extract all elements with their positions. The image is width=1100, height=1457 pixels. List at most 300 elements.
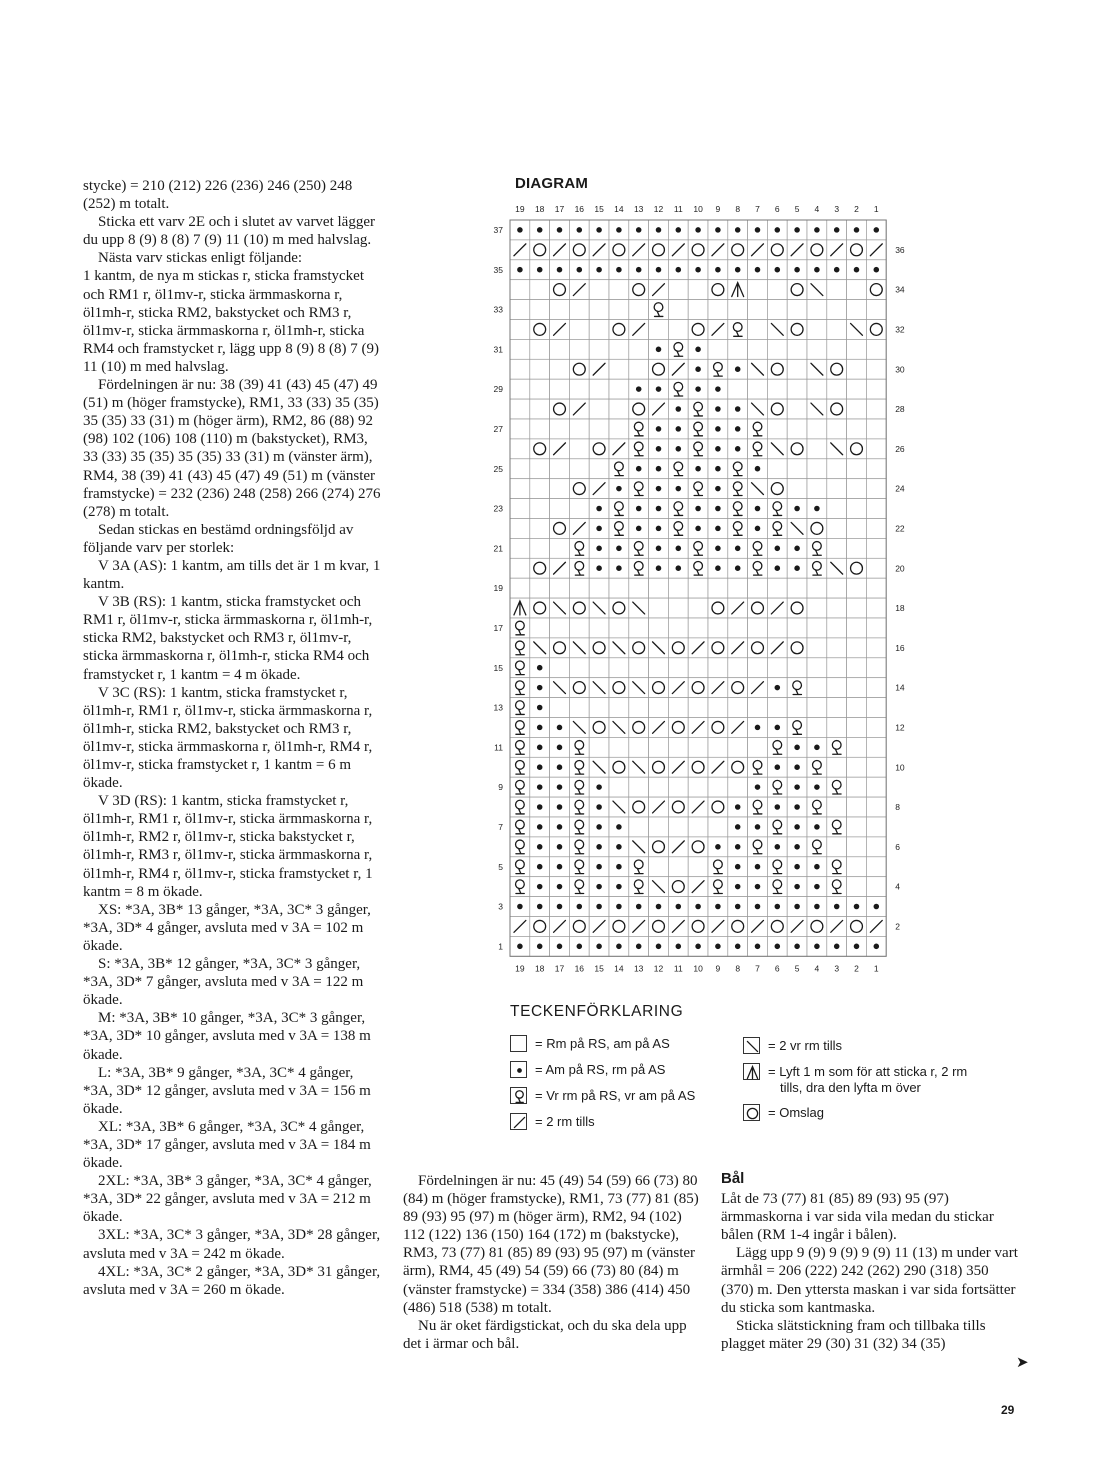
chart-cell bbox=[728, 499, 748, 519]
paragraph: V 3C (RS): 1 kantm, sticka framstycket r, öl1mh-r, RM1 r, öl1mv-r, sticka ärmmaskorna r, öl1mh-r, sticka RM2, bakstycket och RM3 r, öl1mv-r, sticka ärmmaskorna r, öl1mh-r, RM4 r, öl1mv-r, sticka framstycket r, 1 kantm = 6 m ökade. bbox=[83, 684, 373, 792]
chart-cell bbox=[609, 737, 629, 757]
column-number-top: 3 bbox=[834, 204, 840, 214]
chart-cell bbox=[827, 359, 847, 379]
chart-cell bbox=[748, 339, 768, 359]
chart-cell bbox=[807, 320, 827, 340]
chart-cell bbox=[827, 936, 847, 956]
chart-cell bbox=[767, 359, 787, 379]
chart-cell bbox=[866, 260, 886, 280]
chart-cell bbox=[866, 499, 886, 519]
chart-cell bbox=[609, 379, 629, 399]
chart-cell bbox=[787, 837, 807, 857]
chart-cell bbox=[807, 419, 827, 439]
chart-cell bbox=[510, 857, 530, 877]
chart-cell bbox=[866, 757, 886, 777]
chart-cell bbox=[708, 300, 728, 320]
chart-cell bbox=[550, 797, 570, 817]
chart-cell bbox=[550, 260, 570, 280]
chart-cell bbox=[589, 240, 609, 260]
chart-cell bbox=[629, 837, 649, 857]
chart-cell bbox=[609, 479, 629, 499]
chart-cell bbox=[550, 280, 570, 300]
chart-cell bbox=[688, 399, 708, 419]
chart-cell bbox=[550, 897, 570, 917]
chart-cell bbox=[787, 220, 807, 240]
chart-cell bbox=[767, 638, 787, 658]
column-number-top: 1 bbox=[873, 204, 879, 214]
column-number-top: 2 bbox=[854, 204, 859, 214]
chart-cell bbox=[748, 737, 768, 757]
chart-cell bbox=[787, 280, 807, 300]
chart-cell bbox=[550, 558, 570, 578]
chart-cell bbox=[510, 718, 530, 738]
chart-cell bbox=[748, 877, 768, 897]
chart-cell bbox=[827, 618, 847, 638]
chart-cell bbox=[728, 379, 748, 399]
chart-cell bbox=[866, 320, 886, 340]
chart-cell bbox=[847, 598, 867, 618]
chart-cell bbox=[767, 936, 787, 956]
row-number-right: 8 bbox=[895, 802, 900, 813]
chart-cell bbox=[589, 499, 609, 519]
chart-cell bbox=[847, 718, 867, 738]
chart-cell bbox=[569, 658, 589, 678]
diagram-title: DIAGRAM bbox=[515, 175, 589, 192]
chart-cell bbox=[550, 419, 570, 439]
chart-cell bbox=[728, 260, 748, 280]
chart-cell bbox=[728, 439, 748, 459]
section-heading: Bål bbox=[721, 1170, 745, 1187]
chart-cell bbox=[629, 439, 649, 459]
chart-cell bbox=[847, 439, 867, 459]
chart-cell bbox=[708, 459, 728, 479]
chart-cell bbox=[807, 936, 827, 956]
chart-cell bbox=[510, 618, 530, 638]
row-number-right: 10 bbox=[895, 762, 905, 773]
chart-cell bbox=[609, 797, 629, 817]
chart-cell bbox=[767, 459, 787, 479]
text-column-middle bbox=[403, 1172, 701, 1353]
chart-cell bbox=[807, 538, 827, 558]
chart-cell bbox=[728, 638, 748, 658]
chart-cell bbox=[847, 618, 867, 638]
chart-cell bbox=[807, 240, 827, 260]
chart-cell bbox=[510, 300, 530, 320]
ssk-symbol-icon bbox=[743, 1037, 760, 1054]
chart-cell bbox=[767, 917, 787, 937]
chart-cell bbox=[569, 877, 589, 897]
chart-cell bbox=[629, 519, 649, 539]
chart-cell bbox=[787, 797, 807, 817]
chart-cell bbox=[807, 499, 827, 519]
chart-cell bbox=[728, 797, 748, 817]
chart-cell bbox=[649, 598, 669, 618]
chart-cell bbox=[609, 837, 629, 857]
chart-cell bbox=[787, 240, 807, 260]
chart-cell bbox=[767, 777, 787, 797]
chart-cell bbox=[708, 240, 728, 260]
chart-cell bbox=[847, 936, 867, 956]
chart-cell bbox=[688, 618, 708, 638]
chart-cell bbox=[589, 817, 609, 837]
chart-cell bbox=[550, 339, 570, 359]
chart-cell bbox=[787, 399, 807, 419]
chart-cells bbox=[510, 220, 886, 956]
chart-cell bbox=[688, 558, 708, 578]
chart-cell bbox=[767, 260, 787, 280]
chart-cell bbox=[708, 419, 728, 439]
chart-cell bbox=[827, 877, 847, 897]
chart-cell bbox=[609, 399, 629, 419]
chart-cell bbox=[649, 479, 669, 499]
row-number-left: 1 bbox=[498, 941, 503, 952]
chart-cell bbox=[688, 260, 708, 280]
chart-cell bbox=[629, 538, 649, 558]
chart-cell bbox=[668, 359, 688, 379]
chart-cell bbox=[629, 737, 649, 757]
row-number-right: 2 bbox=[895, 921, 900, 932]
chart-cell bbox=[827, 558, 847, 578]
chart-cell bbox=[767, 797, 787, 817]
chart-cell bbox=[629, 797, 649, 817]
row-number-right: 36 bbox=[895, 244, 905, 255]
chart-cell bbox=[807, 718, 827, 738]
chart-cell bbox=[748, 797, 768, 817]
chart-cell bbox=[668, 519, 688, 539]
chart-cell bbox=[629, 678, 649, 698]
chart-cell bbox=[550, 320, 570, 340]
chart-cell bbox=[728, 817, 748, 837]
chart-cell bbox=[748, 320, 768, 340]
chart-cell bbox=[728, 777, 748, 797]
chart-cell bbox=[827, 678, 847, 698]
chart-cell bbox=[609, 220, 629, 240]
chart-cell bbox=[550, 817, 570, 837]
chart-cell bbox=[569, 598, 589, 618]
chart-cell bbox=[807, 280, 827, 300]
column-number-bottom: 12 bbox=[653, 963, 664, 974]
chart-cell bbox=[866, 578, 886, 598]
column-number-top: 5 bbox=[794, 204, 800, 214]
chart-cell bbox=[589, 519, 609, 539]
chart-cell bbox=[827, 479, 847, 499]
chart-cell bbox=[510, 598, 530, 618]
chart-cell bbox=[649, 797, 669, 817]
chart-cell bbox=[569, 558, 589, 578]
chart-cell bbox=[609, 877, 629, 897]
row-number-left: 27 bbox=[493, 423, 503, 434]
chart-cell bbox=[510, 638, 530, 658]
chart-cell bbox=[787, 339, 807, 359]
chart-cell bbox=[767, 837, 787, 857]
chart-cell bbox=[569, 459, 589, 479]
chart-cell bbox=[847, 538, 867, 558]
column-number-bottom: 13 bbox=[633, 963, 644, 974]
chart-cell bbox=[550, 917, 570, 937]
chart-cell bbox=[629, 558, 649, 578]
chart-cell bbox=[609, 280, 629, 300]
chart-cell bbox=[787, 777, 807, 797]
chart-cell bbox=[569, 220, 589, 240]
chart-cell bbox=[748, 698, 768, 718]
chart-cell bbox=[589, 877, 609, 897]
chart-cell bbox=[609, 718, 629, 738]
chart-cell bbox=[589, 698, 609, 718]
chart-cell bbox=[688, 877, 708, 897]
chart-cell bbox=[767, 817, 787, 837]
chart-cell bbox=[609, 936, 629, 956]
chart-cell bbox=[728, 240, 748, 260]
chart-cell bbox=[629, 399, 649, 419]
chart-cell bbox=[668, 698, 688, 718]
chart-cell bbox=[649, 936, 669, 956]
chart-cell bbox=[668, 638, 688, 658]
chart-cell bbox=[550, 459, 570, 479]
chart-cell bbox=[510, 399, 530, 419]
chart-cell bbox=[827, 598, 847, 618]
chart-cell bbox=[668, 459, 688, 479]
chart-cell bbox=[708, 877, 728, 897]
chart-cell bbox=[629, 499, 649, 519]
chart-cell bbox=[688, 459, 708, 479]
chart-cell bbox=[827, 698, 847, 718]
chart-cell bbox=[589, 837, 609, 857]
chart-cell bbox=[510, 837, 530, 857]
chart-cell bbox=[609, 897, 629, 917]
chart-cell bbox=[510, 339, 530, 359]
chart-cell bbox=[708, 857, 728, 877]
chart-cell bbox=[748, 917, 768, 937]
chart-cell bbox=[649, 817, 669, 837]
chart-cell bbox=[847, 359, 867, 379]
legend-text: = 2 rm tills bbox=[535, 1114, 595, 1129]
chart-cell bbox=[708, 320, 728, 340]
chart-cell bbox=[629, 917, 649, 937]
chart-cell bbox=[589, 359, 609, 379]
chart-cell bbox=[550, 757, 570, 777]
chart-cell bbox=[589, 558, 609, 578]
chart-cell bbox=[668, 678, 688, 698]
chart-cell bbox=[827, 857, 847, 877]
chart-cell bbox=[510, 220, 530, 240]
chart-cell bbox=[708, 280, 728, 300]
chart-cell bbox=[569, 240, 589, 260]
chart-cell bbox=[609, 459, 629, 479]
chart-cell bbox=[847, 280, 867, 300]
chart-cell bbox=[589, 897, 609, 917]
chart-cell bbox=[708, 678, 728, 698]
legend-text: = Vr rm på RS, vr am på AS bbox=[535, 1088, 696, 1103]
chart-cell bbox=[569, 300, 589, 320]
chart-cell bbox=[530, 877, 550, 897]
chart-cell bbox=[668, 220, 688, 240]
paragraph: M: *3A, 3B* 10 gånger, *3A, 3C* 3 gånger, *3A, 3D* 10 gånger, avsluta med v 3A = 138 m ökade. bbox=[83, 1010, 371, 1063]
chart-cell bbox=[569, 419, 589, 439]
chart-cell bbox=[530, 339, 550, 359]
chart-cell bbox=[649, 658, 669, 678]
chart-cell bbox=[866, 240, 886, 260]
chart-cell bbox=[827, 638, 847, 658]
chart-cell bbox=[668, 877, 688, 897]
chart-cell bbox=[668, 558, 688, 578]
chart-cell bbox=[550, 936, 570, 956]
chart-cell bbox=[550, 499, 570, 519]
chart-cell bbox=[866, 698, 886, 718]
chart-cell bbox=[708, 718, 728, 738]
chart-cell bbox=[629, 339, 649, 359]
chart-cell bbox=[688, 837, 708, 857]
chart-cell bbox=[510, 320, 530, 340]
chart-cell bbox=[748, 419, 768, 439]
chart-cell bbox=[649, 718, 669, 738]
chart-cell bbox=[728, 578, 748, 598]
chart-cell bbox=[827, 379, 847, 399]
chart-cell bbox=[866, 598, 886, 618]
chart-cell bbox=[847, 777, 867, 797]
chart-cell bbox=[787, 519, 807, 539]
chart-cell bbox=[510, 678, 530, 698]
chart-cell bbox=[708, 777, 728, 797]
chart-cell bbox=[550, 737, 570, 757]
chart-cell bbox=[510, 777, 530, 797]
row-number-left: 23 bbox=[493, 503, 503, 514]
chart-cell bbox=[827, 459, 847, 479]
chart-cell bbox=[589, 260, 609, 280]
chart-cell bbox=[827, 519, 847, 539]
chart-cell bbox=[530, 797, 550, 817]
chart-cell bbox=[866, 618, 886, 638]
chart-cell bbox=[668, 320, 688, 340]
chart-cell bbox=[550, 578, 570, 598]
column-number-bottom: 15 bbox=[594, 963, 604, 974]
page-number: 29 bbox=[1001, 1403, 1015, 1417]
column-number-top: 6 bbox=[774, 204, 780, 214]
chart-cell bbox=[668, 936, 688, 956]
chart-cell bbox=[787, 598, 807, 618]
chart-cell bbox=[569, 439, 589, 459]
chart-cell bbox=[649, 499, 669, 519]
chart-cell bbox=[827, 917, 847, 937]
chart-cell bbox=[807, 519, 827, 539]
chart-cell bbox=[688, 359, 708, 379]
chart-cell bbox=[787, 459, 807, 479]
chart-cell bbox=[589, 718, 609, 738]
chart-cell bbox=[787, 479, 807, 499]
chart-cell bbox=[807, 897, 827, 917]
chart-cell bbox=[550, 678, 570, 698]
chart-cell bbox=[668, 777, 688, 797]
chart-cell bbox=[807, 479, 827, 499]
chart-cell bbox=[609, 777, 629, 797]
chart-cell bbox=[787, 658, 807, 678]
chart-cell bbox=[708, 499, 728, 519]
chart-cell bbox=[748, 359, 768, 379]
paragraph: Nästa varv stickas enligt följande: bbox=[98, 250, 303, 267]
chart-cell bbox=[649, 857, 669, 877]
chart-cell bbox=[589, 757, 609, 777]
chart-cell bbox=[787, 877, 807, 897]
chart-cell bbox=[510, 439, 530, 459]
chart-cell bbox=[688, 538, 708, 558]
chart-cell bbox=[787, 499, 807, 519]
chart-cell bbox=[767, 897, 787, 917]
chart-cell bbox=[767, 678, 787, 698]
chart-cell bbox=[510, 359, 530, 379]
chart-cell bbox=[708, 817, 728, 837]
column-number-bottom: 14 bbox=[614, 963, 624, 974]
row-number-right: 14 bbox=[895, 682, 905, 693]
column-number-top: 19 bbox=[515, 204, 525, 214]
chart-cell bbox=[550, 598, 570, 618]
chart-cell bbox=[688, 737, 708, 757]
chart-cell bbox=[530, 857, 550, 877]
chart-cell bbox=[767, 419, 787, 439]
chart-cell bbox=[589, 658, 609, 678]
chart-cell bbox=[510, 578, 530, 598]
chart-cell bbox=[748, 817, 768, 837]
chart-cell bbox=[847, 877, 867, 897]
chart-cell bbox=[629, 220, 649, 240]
chart-cell bbox=[668, 439, 688, 459]
chart-cell bbox=[629, 698, 649, 718]
column-number-bottom: 2 bbox=[854, 963, 859, 974]
chart-cell bbox=[847, 519, 867, 539]
column-number-bottom: 17 bbox=[554, 963, 565, 974]
chart-cell bbox=[708, 339, 728, 359]
legend-text: = 2 vr rm tills bbox=[768, 1038, 843, 1053]
chart-cell bbox=[530, 718, 550, 738]
chart-cell bbox=[569, 638, 589, 658]
chart-cell bbox=[866, 777, 886, 797]
chart-cell bbox=[609, 638, 629, 658]
chart-cell bbox=[728, 558, 748, 578]
legend-title: TECKENFÖRKLARING bbox=[510, 1003, 684, 1020]
empty-symbol-icon bbox=[510, 1035, 527, 1052]
chart-cell bbox=[728, 897, 748, 917]
paragraph: XS: *3A, 3B* 13 gånger, *3A, 3C* 3 gånger, *3A, 3D* 4 gånger, avsluta med v 3A = 102 m ökade. bbox=[83, 901, 371, 954]
chart-cell bbox=[728, 936, 748, 956]
column-number-top: 16 bbox=[574, 204, 585, 214]
chart-cell bbox=[629, 658, 649, 678]
chart-cell bbox=[589, 439, 609, 459]
chart-cell bbox=[668, 658, 688, 678]
paragraph: S: *3A, 3B* 12 gånger, *3A, 3C* 3 gånger, *3A, 3D* 7 gånger, avsluta med v 3A = 122 m ökade. bbox=[83, 956, 364, 1009]
chart-cell bbox=[767, 220, 787, 240]
chart-cell bbox=[807, 877, 827, 897]
chart-cell bbox=[787, 359, 807, 379]
column-number-bottom: 7 bbox=[755, 963, 760, 974]
chart-cell bbox=[807, 399, 827, 419]
column-number-bottom: 5 bbox=[794, 963, 800, 974]
chart-cell bbox=[748, 678, 768, 698]
chart-cell bbox=[569, 917, 589, 937]
chart-cell bbox=[748, 897, 768, 917]
chart-cell bbox=[728, 718, 748, 738]
chart-cell bbox=[827, 817, 847, 837]
chart-cell bbox=[748, 479, 768, 499]
chart-cell bbox=[827, 339, 847, 359]
chart-cell bbox=[708, 260, 728, 280]
chart-cell bbox=[728, 837, 748, 857]
chart-cell bbox=[708, 558, 728, 578]
chart-cell bbox=[807, 917, 827, 937]
chart-cell bbox=[649, 777, 669, 797]
chart-cell bbox=[787, 737, 807, 757]
chart-cell bbox=[827, 658, 847, 678]
chart-cell bbox=[866, 658, 886, 678]
row-number-left: 9 bbox=[498, 782, 503, 793]
chart-cell bbox=[510, 379, 530, 399]
